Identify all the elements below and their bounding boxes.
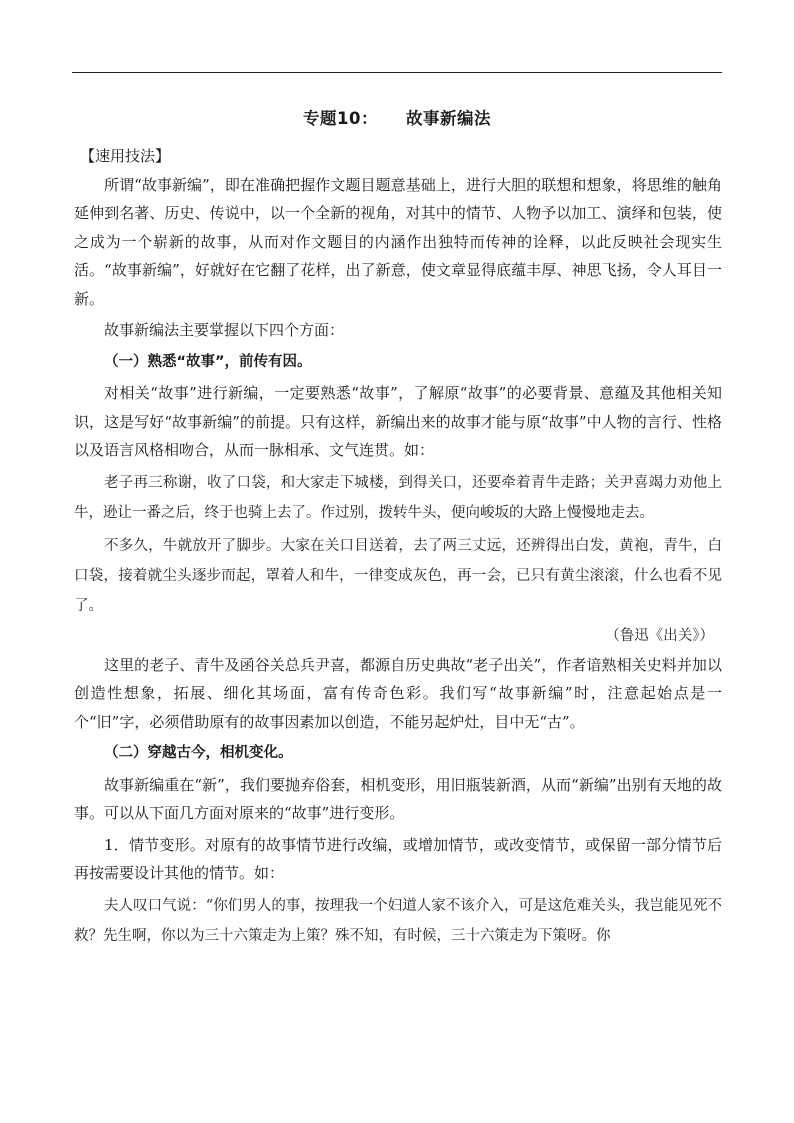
quote-paragraph-three: 夫人叹口气说：“你们男人的事，按理我一个妇道人家不该介入，可是这危难关头，我岂能见死不救？先生啊，你以为三十六策走为上策？殊不知，有时候，三十六策走为下策呀。你 <box>74 897 722 944</box>
title-main: 专题10： <box>303 109 378 128</box>
quote-source: （鲁迅《出关》） <box>605 627 714 644</box>
title-sub: 故事新编法 <box>405 109 491 128</box>
paragraph-two: 这里的老子、青牛及函谷关总兵尹喜，都源自历史典故“老子出关”，作者谙熟相关史料并加以创造性想象，拓展、细化其场面，富有传奇色彩。我们写“故事新编”时，注意起始点是一个“旧”字，必须借助原有的故事因素加以创造，不能另起炉灶，目中无“古”。 <box>74 655 722 731</box>
heading-one: （一）熟悉“故事”，前传有因。 <box>104 353 312 370</box>
document-body <box>74 142 722 951</box>
heading-two: （二）穿越古今，相机变化。 <box>104 745 293 761</box>
page-title <box>0 105 794 129</box>
section-label: 【速用技法】 <box>80 147 171 165</box>
paragraph-one: 对相关“故事”进行新编，一定要熟悉“故事”，了解原“故事”的必要背景、意蕴及其他相关知识，这是写好“故事新编”的前提。只有这样，新编出来的故事才能与原“故事”中人物的言行、性格以及语言风格相吻合，从而一脉相承、文气连贯。如： <box>74 384 722 459</box>
header-rule <box>72 72 722 73</box>
overview-paragraph: 故事新编法主要掌握以下四个方面： <box>104 321 345 339</box>
quote-paragraph-two: 不多久，牛就放开了脚步。大家在关口目送着，去了两三丈远，还辨得出白发，黄袍，青牛，白口袋，接着就尘头逐步而起，罩着人和牛，一律变成灰色，再一会，已只有黄尘滚滚，什么也看不见了。 <box>74 537 722 614</box>
intro-paragraph: 所谓“故事新编”，即在准确把握作文题目题意基础上，进行大胆的联想和想象，将思维的触角延伸到名著、历史、传说中，以一个全新的视角，对其中的情节、人物予以加工、演绎和包装，使之成为一个崭新的故事，从而对作文题目的内涵作出独特而传神的诠释，以此反映社会现实生活。“故事新编”，好就好在它翻了花样，出了新意，使文章显得底蕴丰厚、神思飞扬，令人耳目一新。 <box>74 175 722 308</box>
paragraph-four: 1．情节变形。对原有的故事情节进行改编，或增加情节，或改变情节，或保留一部分情节后再按需要设计其他的情节。如： <box>74 835 722 882</box>
quote-paragraph-one: 老子再三称谢，收了口袋，和大家走下城楼，到得关口，还要牵着青牛走路；关尹喜竭力劝他上牛，逊让一番之后，终于也骑上去了。作过别，拨转牛头，便向峻坂的大路上慢慢地走去。 <box>74 474 722 521</box>
paragraph-three: 故事新编重在“新”，我们要抛弃俗套，相机变形，用旧瓶装新酒，从而“新编”出别有天地的故事。可以从下面几方面对原来的“故事”进行变形。 <box>74 775 722 822</box>
